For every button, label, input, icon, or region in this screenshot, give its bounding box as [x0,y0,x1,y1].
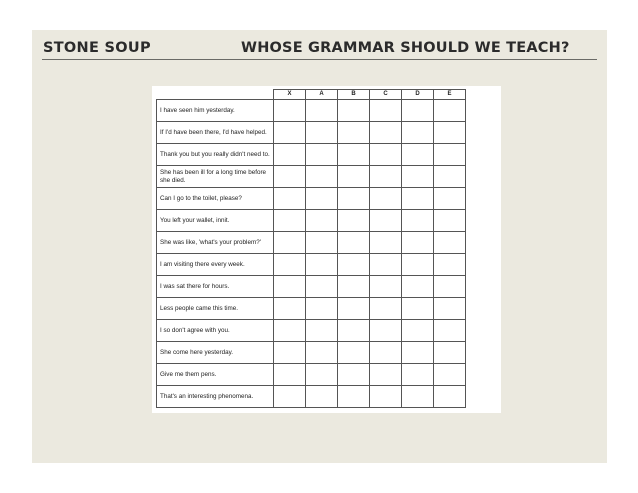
rating-cell-d[interactable] [402,342,434,364]
rating-cell-b[interactable] [338,254,370,276]
rating-cell-c[interactable] [370,188,402,210]
rating-cell-c[interactable] [370,232,402,254]
rating-cell-x[interactable] [274,342,306,364]
slide [32,30,607,463]
rating-cell-x[interactable] [274,188,306,210]
sentence-cell: Less people came this time. [157,298,274,320]
rating-cell-c[interactable] [370,166,402,188]
rating-cell-x[interactable] [274,320,306,342]
rating-cell-e[interactable] [434,342,466,364]
rating-cell-b[interactable] [338,210,370,232]
rating-cell-e[interactable] [434,100,466,122]
rating-cell-c[interactable] [370,210,402,232]
rating-cell-a[interactable] [306,276,338,298]
rating-cell-x[interactable] [274,232,306,254]
rating-cell-a[interactable] [306,210,338,232]
rating-cell-c[interactable] [370,386,402,408]
rating-cell-x[interactable] [274,144,306,166]
rating-cell-b[interactable] [338,122,370,144]
rating-cell-d[interactable] [402,320,434,342]
rating-cell-b[interactable] [338,232,370,254]
rating-cell-e[interactable] [434,386,466,408]
rating-cell-e[interactable] [434,210,466,232]
column-header-b: B [338,90,370,100]
sentence-cell: I am visiting there every week. [157,254,274,276]
rating-cell-d[interactable] [402,276,434,298]
header-blank-cell [157,90,274,100]
rating-cell-d[interactable] [402,144,434,166]
sentence-cell: She has been ill for a long time before she died. [157,166,274,188]
rating-cell-b[interactable] [338,342,370,364]
slide-title: WHOSE GRAMMAR SHOULD WE TEACH? [241,40,570,56]
rating-cell-b[interactable] [338,100,370,122]
rating-cell-d[interactable] [402,232,434,254]
sentence-cell: Give me them pens. [157,364,274,386]
rating-cell-x[interactable] [274,100,306,122]
column-header-x: X [274,90,306,100]
rating-cell-a[interactable] [306,254,338,276]
rating-cell-a[interactable] [306,100,338,122]
rating-cell-a[interactable] [306,386,338,408]
rating-cell-e[interactable] [434,166,466,188]
sentence-cell: I so don't agree with you. [157,320,274,342]
table-row [157,342,466,364]
table-row [157,276,466,298]
rating-cell-a[interactable] [306,320,338,342]
table-row [157,364,466,386]
rating-cell-e[interactable] [434,122,466,144]
column-header-a: A [306,90,338,100]
rating-cell-x[interactable] [274,276,306,298]
table-row [157,320,466,342]
rating-cell-e[interactable] [434,298,466,320]
rating-cell-e[interactable] [434,320,466,342]
sentence-cell: I have seen him yesterday. [157,100,274,122]
rating-cell-a[interactable] [306,298,338,320]
rating-cell-b[interactable] [338,144,370,166]
rating-cell-x[interactable] [274,166,306,188]
rating-cell-d[interactable] [402,210,434,232]
rating-cell-e[interactable] [434,276,466,298]
table-row [157,100,466,122]
rating-cell-x[interactable] [274,210,306,232]
header-divider [42,59,597,60]
table-row [157,122,466,144]
table-row [157,210,466,232]
rating-cell-d[interactable] [402,100,434,122]
rating-cell-c[interactable] [370,254,402,276]
grammar-table [156,89,466,408]
rating-cell-a[interactable] [306,364,338,386]
table-row [157,232,466,254]
sentence-cell: I was sat there for hours. [157,276,274,298]
rating-cell-b[interactable] [338,320,370,342]
rating-cell-d[interactable] [402,188,434,210]
table-row [157,386,466,408]
rating-cell-a[interactable] [306,122,338,144]
sentence-cell: She come here yesterday. [157,342,274,364]
rating-cell-c[interactable] [370,320,402,342]
sentence-cell: She was like, 'what's your problem?' [157,232,274,254]
table-row [157,166,466,188]
rating-cell-c[interactable] [370,144,402,166]
rating-cell-b[interactable] [338,166,370,188]
rating-cell-c[interactable] [370,100,402,122]
rating-cell-x[interactable] [274,122,306,144]
table-body [157,100,466,408]
rating-cell-x[interactable] [274,364,306,386]
rating-cell-d[interactable] [402,298,434,320]
table-row [157,298,466,320]
sentence-cell: That's an interesting phenomena. [157,386,274,408]
rating-cell-x[interactable] [274,254,306,276]
rating-cell-d[interactable] [402,364,434,386]
rating-cell-b[interactable] [338,364,370,386]
rating-cell-a[interactable] [306,166,338,188]
rating-cell-b[interactable] [338,276,370,298]
rating-cell-e[interactable] [434,188,466,210]
column-header-e: E [434,90,466,100]
table-row [157,188,466,210]
column-header-d: D [402,90,434,100]
rating-cell-x[interactable] [274,298,306,320]
rating-cell-d[interactable] [402,122,434,144]
rating-cell-b[interactable] [338,298,370,320]
rating-cell-a[interactable] [306,232,338,254]
table-header-row [157,90,466,100]
sentence-cell: Thank you but you really didn't need to. [157,144,274,166]
rating-cell-c[interactable] [370,298,402,320]
brand-title: STONE SOUP [43,40,151,56]
rating-cell-e[interactable] [434,364,466,386]
rating-cell-a[interactable] [306,188,338,210]
table-row [157,144,466,166]
rating-cell-c[interactable] [370,364,402,386]
rating-cell-a[interactable] [306,342,338,364]
rating-cell-c[interactable] [370,122,402,144]
table-card [152,86,501,413]
sentence-cell: If I'd have been there, I'd have helped. [157,122,274,144]
column-header-c: C [370,90,402,100]
rating-cell-d[interactable] [402,166,434,188]
sentence-cell: You left your wallet, innit. [157,210,274,232]
rating-cell-b[interactable] [338,386,370,408]
rating-cell-e[interactable] [434,232,466,254]
sentence-cell: Can I go to the toilet, please? [157,188,274,210]
rating-cell-d[interactable] [402,254,434,276]
rating-cell-c[interactable] [370,276,402,298]
rating-cell-d[interactable] [402,386,434,408]
rating-cell-a[interactable] [306,144,338,166]
rating-cell-c[interactable] [370,342,402,364]
rating-cell-e[interactable] [434,144,466,166]
rating-cell-x[interactable] [274,386,306,408]
rating-cell-b[interactable] [338,188,370,210]
table-row [157,254,466,276]
rating-cell-e[interactable] [434,254,466,276]
